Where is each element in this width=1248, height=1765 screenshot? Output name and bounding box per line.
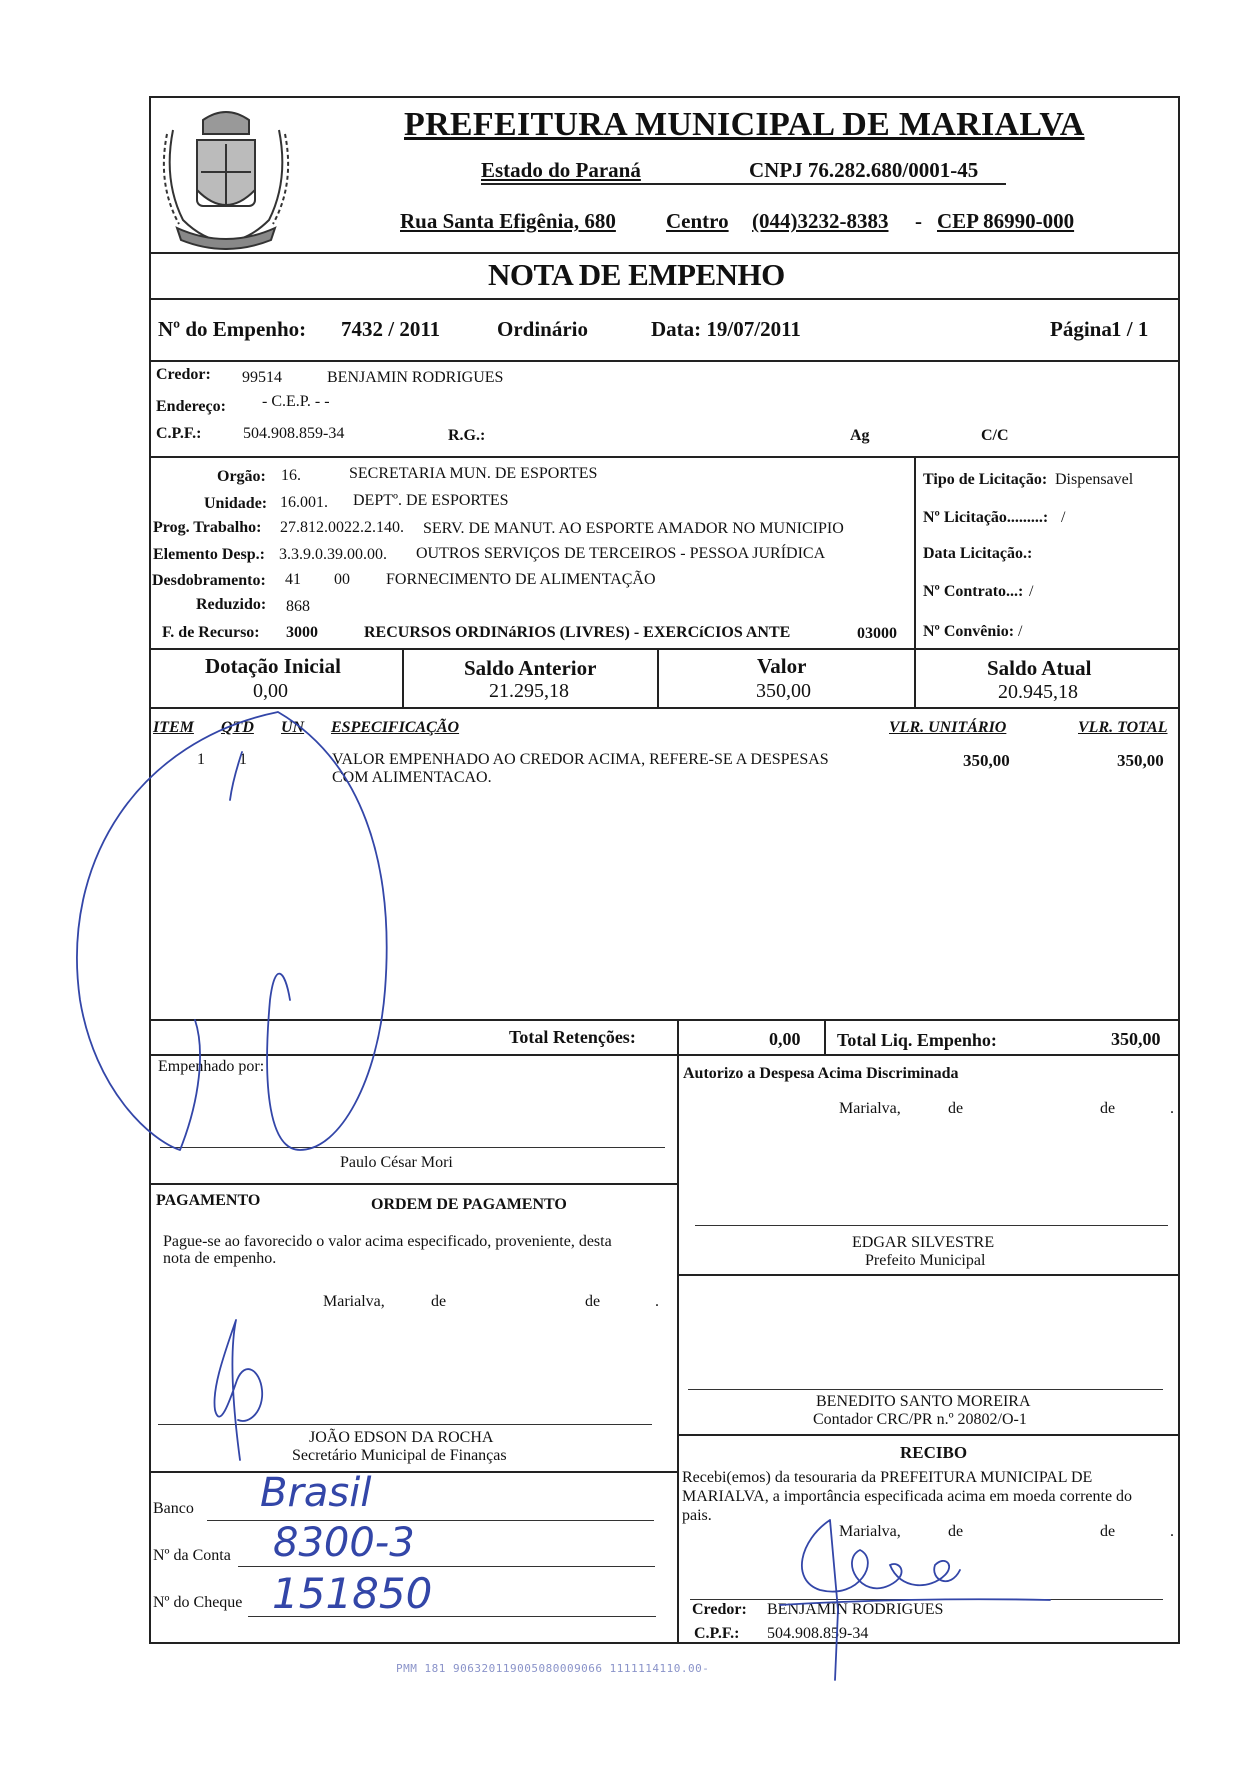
recibo-dot: . [1170,1523,1174,1540]
reduzido-label: Reduzido: [196,596,267,613]
empenhado-signature-line [160,1147,665,1148]
contador-name: BENEDITO SANTO MOREIRA [816,1393,1031,1410]
empenho-type: Ordinário [497,317,589,341]
empenhado-label: Empenhado por: [158,1058,265,1075]
convenio-value: / [1018,623,1023,640]
credor-name: BENJAMIN RODRIGUES [327,369,504,386]
contrato-value: / [1029,583,1034,600]
recibo-credor-name: BENJAMIN RODRIGUES [767,1601,944,1618]
column-un: UN [281,719,305,736]
saldo-anterior-label: Saldo Anterior [464,656,597,680]
dotacao-value: 0,00 [253,680,288,702]
recibo-text-line2: MARIALVA, a importância especificada acima em moeda corrente do [682,1488,1133,1505]
row-spec-line2: COM ALIMENTACAO. [332,769,492,786]
conta-label: Nº da Conta [153,1547,231,1564]
prog-name: SERV. DE MANUT. AO ESPORTE AMADOR NO MUNICIPIO [423,520,844,537]
cnpj-label: CNPJ 76.282.680/0001-45 [749,158,979,182]
liquido-value: 350,00 [1111,1029,1161,1049]
column-item: ITEM [153,719,194,736]
pagamento-label: PAGAMENTO [156,1192,261,1209]
reduzido-value: 868 [286,598,310,615]
phone-label: (044)3232-8383 [752,209,889,233]
address-field-value: - C.E.P. - - [262,393,330,410]
row-item: 1 [197,751,205,768]
orgao-code: 16. [281,467,301,484]
column-qtd: QTD [221,719,254,736]
column-unit: VLR. UNITÁRIO [889,719,1007,736]
contador-divider [677,1434,1180,1436]
licitacao-data-label: Data Licitação.: [923,545,1033,562]
desdobramento-a: 41 [285,571,301,588]
pagamento-dot: . [655,1293,659,1310]
contador-signature-line [688,1389,1163,1390]
orgao-label: Orgão: [217,468,266,485]
totals-divider [149,1054,1180,1056]
page-label: Página [1050,317,1112,341]
empenho-number-label: Nº do Empenho: [158,317,307,341]
credor-code: 99514 [242,369,282,386]
licitacao-tipo-label: Tipo de Licitação: [923,471,1048,488]
unidade-name: DEPTº. DE ESPORTES [353,492,509,509]
balance-sep-1 [402,648,404,707]
column-total: VLR. TOTAL [1078,719,1168,736]
recibo-de1: de [948,1523,964,1540]
ordem-pagamento-label: ORDEM DE PAGAMENTO [371,1196,567,1213]
autorizo-de1: de [948,1100,964,1117]
totals-sep-1 [677,1019,679,1054]
recurso-code: 3000 [286,624,318,641]
recurso-ref: 03000 [857,625,897,642]
totals-sep-2 [824,1019,826,1054]
pagamento-text-line1: Pague-se ao favorecido o valor acima especificado, proveniente, desta [163,1233,612,1250]
banco-divider [149,1471,677,1473]
recurso-label: F. de Recurso: [162,624,260,641]
pagamento-divider [149,1183,677,1185]
pagamento-city: Marialva, [323,1293,385,1310]
cheque-handwritten: 151850 [272,1569,433,1618]
licitacao-tipo: Dispensavel [1055,471,1134,488]
recibo-cpf-label: C.P.F.: [694,1625,740,1642]
cpf-label: C.P.F.: [156,425,202,442]
pagamento-role: Secretário Municipal de Finanças [292,1447,507,1464]
row-qtd: 1 [239,751,247,768]
address-field-label: Endereço: [156,398,226,415]
address-label: Rua Santa Efigênia, 680 [400,209,616,233]
conta-line [238,1566,655,1567]
credor-label: Credor: [156,366,211,383]
row-spec-line1: VALOR EMPENHADO AO CREDOR ACIMA, REFERE-SE A DESPESAS [332,751,829,768]
elemento-label: Elemento Desp.: [153,546,265,563]
retencoes-label: Total Retenções: [509,1027,636,1047]
pagamento-text-line2: nota de empenho. [163,1250,277,1267]
header-dash: - [915,209,922,233]
desdobramento-b: 00 [334,571,350,588]
recibo-cpf: 504.908.859-34 [767,1625,869,1642]
liquido-label: Total Liq. Empenho: [837,1030,997,1050]
banco-handwritten: Brasil [260,1470,372,1516]
cheque-label: Nº do Cheque [153,1594,243,1611]
pagamento-signature-line [158,1424,652,1425]
credor-divider [149,456,1180,458]
prog-label: Prog. Trabalho: [153,519,262,536]
header-divider [149,252,1180,254]
autorizo-role: Prefeito Municipal [865,1252,986,1269]
licitacao-divider [914,456,916,707]
banco-label: Banco [153,1500,194,1517]
autorizo-de2: de [1100,1100,1116,1117]
elemento-name: OUTROS SERVIÇOS DE TERCEIROS - PESSOA JURÍDICA [416,545,826,562]
column-spec: ESPECIFICAÇÃO [331,719,460,736]
row-unit: 350,00 [963,751,1010,770]
footer-stamp: PMM 181 906320119005080009066 1111114110.00- [396,1662,710,1675]
balance-sep-2 [657,648,659,707]
recibo-text-line1: Recebi(emos) da tesouraria da PREFEITURA MUNICIPAL DE [682,1469,1093,1486]
valor-value: 350,00 [756,680,811,702]
ag-label: Ag [850,427,870,444]
autorizo-city: Marialva, [839,1100,901,1117]
balances-divider [149,707,1180,709]
licitacao-numero-label: Nº Licitação.........: [923,509,1049,526]
saldo-atual-value: 20.945,18 [998,681,1078,703]
cep-label: CEP 86990-000 [937,209,1075,233]
unidade-code: 16.001. [280,494,328,511]
convenio-label: Nº Convênio: [923,623,1015,640]
document-title: NOTA DE EMPENHO [488,257,785,292]
empenhado-name: Paulo César Mori [340,1154,453,1171]
row-total: 350,00 [1117,751,1164,770]
recibo-city: Marialva, [839,1523,901,1540]
recurso-name: RECURSOS ORDINáRIOS (LIVRES) - EXERCíCIOS ANTE [364,624,791,641]
state-label: Estado do Paraná [481,158,641,182]
recibo-label: RECIBO [900,1443,968,1462]
empenho-date: Data: 19/07/2011 [651,317,801,341]
desdobramento-label: Desdobramento: [152,572,266,589]
items-bottom-divider [149,1019,1180,1021]
bottom-center-divider [677,1054,679,1644]
municipal-crest-icon [153,100,299,250]
orgao-name: SECRETARIA MUN. DE ESPORTES [349,465,598,482]
valor-label: Valor [757,654,807,678]
saldo-anterior-value: 21.295,18 [489,680,569,702]
title-divider [149,298,1180,300]
dotacao-label: Dotação Inicial [205,654,341,678]
autorizo-label: Autorizo a Despesa Acima Discriminada [683,1065,959,1082]
empenho-number: 7432 / 2011 [341,317,441,341]
recibo-de2: de [1100,1523,1116,1540]
classification-divider [149,648,1180,650]
empenho-divider [149,360,1180,362]
table-row [150,748,1178,788]
recibo-text-line3: pais. [682,1507,712,1524]
contador-role: Contador CRC/PR n.º 20802/O-1 [813,1411,1027,1428]
header-underline-1 [481,183,1006,185]
autorizo-divider [677,1274,1180,1276]
recibo-credor-label: Credor: [692,1601,747,1618]
cc-label: C/C [981,427,1009,444]
pagamento-de1: de [431,1293,447,1310]
prefeitura-title: PREFEITURA MUNICIPAL DE MARIALVA [404,106,1085,143]
recibo-signature-line [690,1599,1163,1600]
district-label: Centro [666,209,729,233]
elemento-code: 3.3.9.0.39.00.00. [279,546,387,563]
conta-handwritten: 8300-3 [273,1520,415,1566]
pagamento-de2: de [585,1293,601,1310]
page-number: 1 / 1 [1111,317,1149,341]
licitacao-numero: / [1061,509,1066,526]
prog-code: 27.812.0022.2.140. [280,519,404,536]
rg-label: R.G.: [448,427,486,444]
autorizo-signature-line [695,1225,1168,1226]
retencoes-value: 0,00 [769,1029,801,1049]
cpf-value: 504.908.859-34 [243,425,345,442]
autorizo-name: EDGAR SILVESTRE [852,1234,995,1251]
pagamento-name: JOÃO EDSON DA ROCHA [309,1429,494,1446]
contrato-label: Nº Contrato...: [923,583,1024,600]
desdobramento-name: FORNECIMENTO DE ALIMENTAÇÃO [386,571,656,588]
autorizo-dot: . [1170,1100,1174,1117]
unidade-label: Unidade: [204,495,268,512]
saldo-atual-label: Saldo Atual [987,656,1092,680]
